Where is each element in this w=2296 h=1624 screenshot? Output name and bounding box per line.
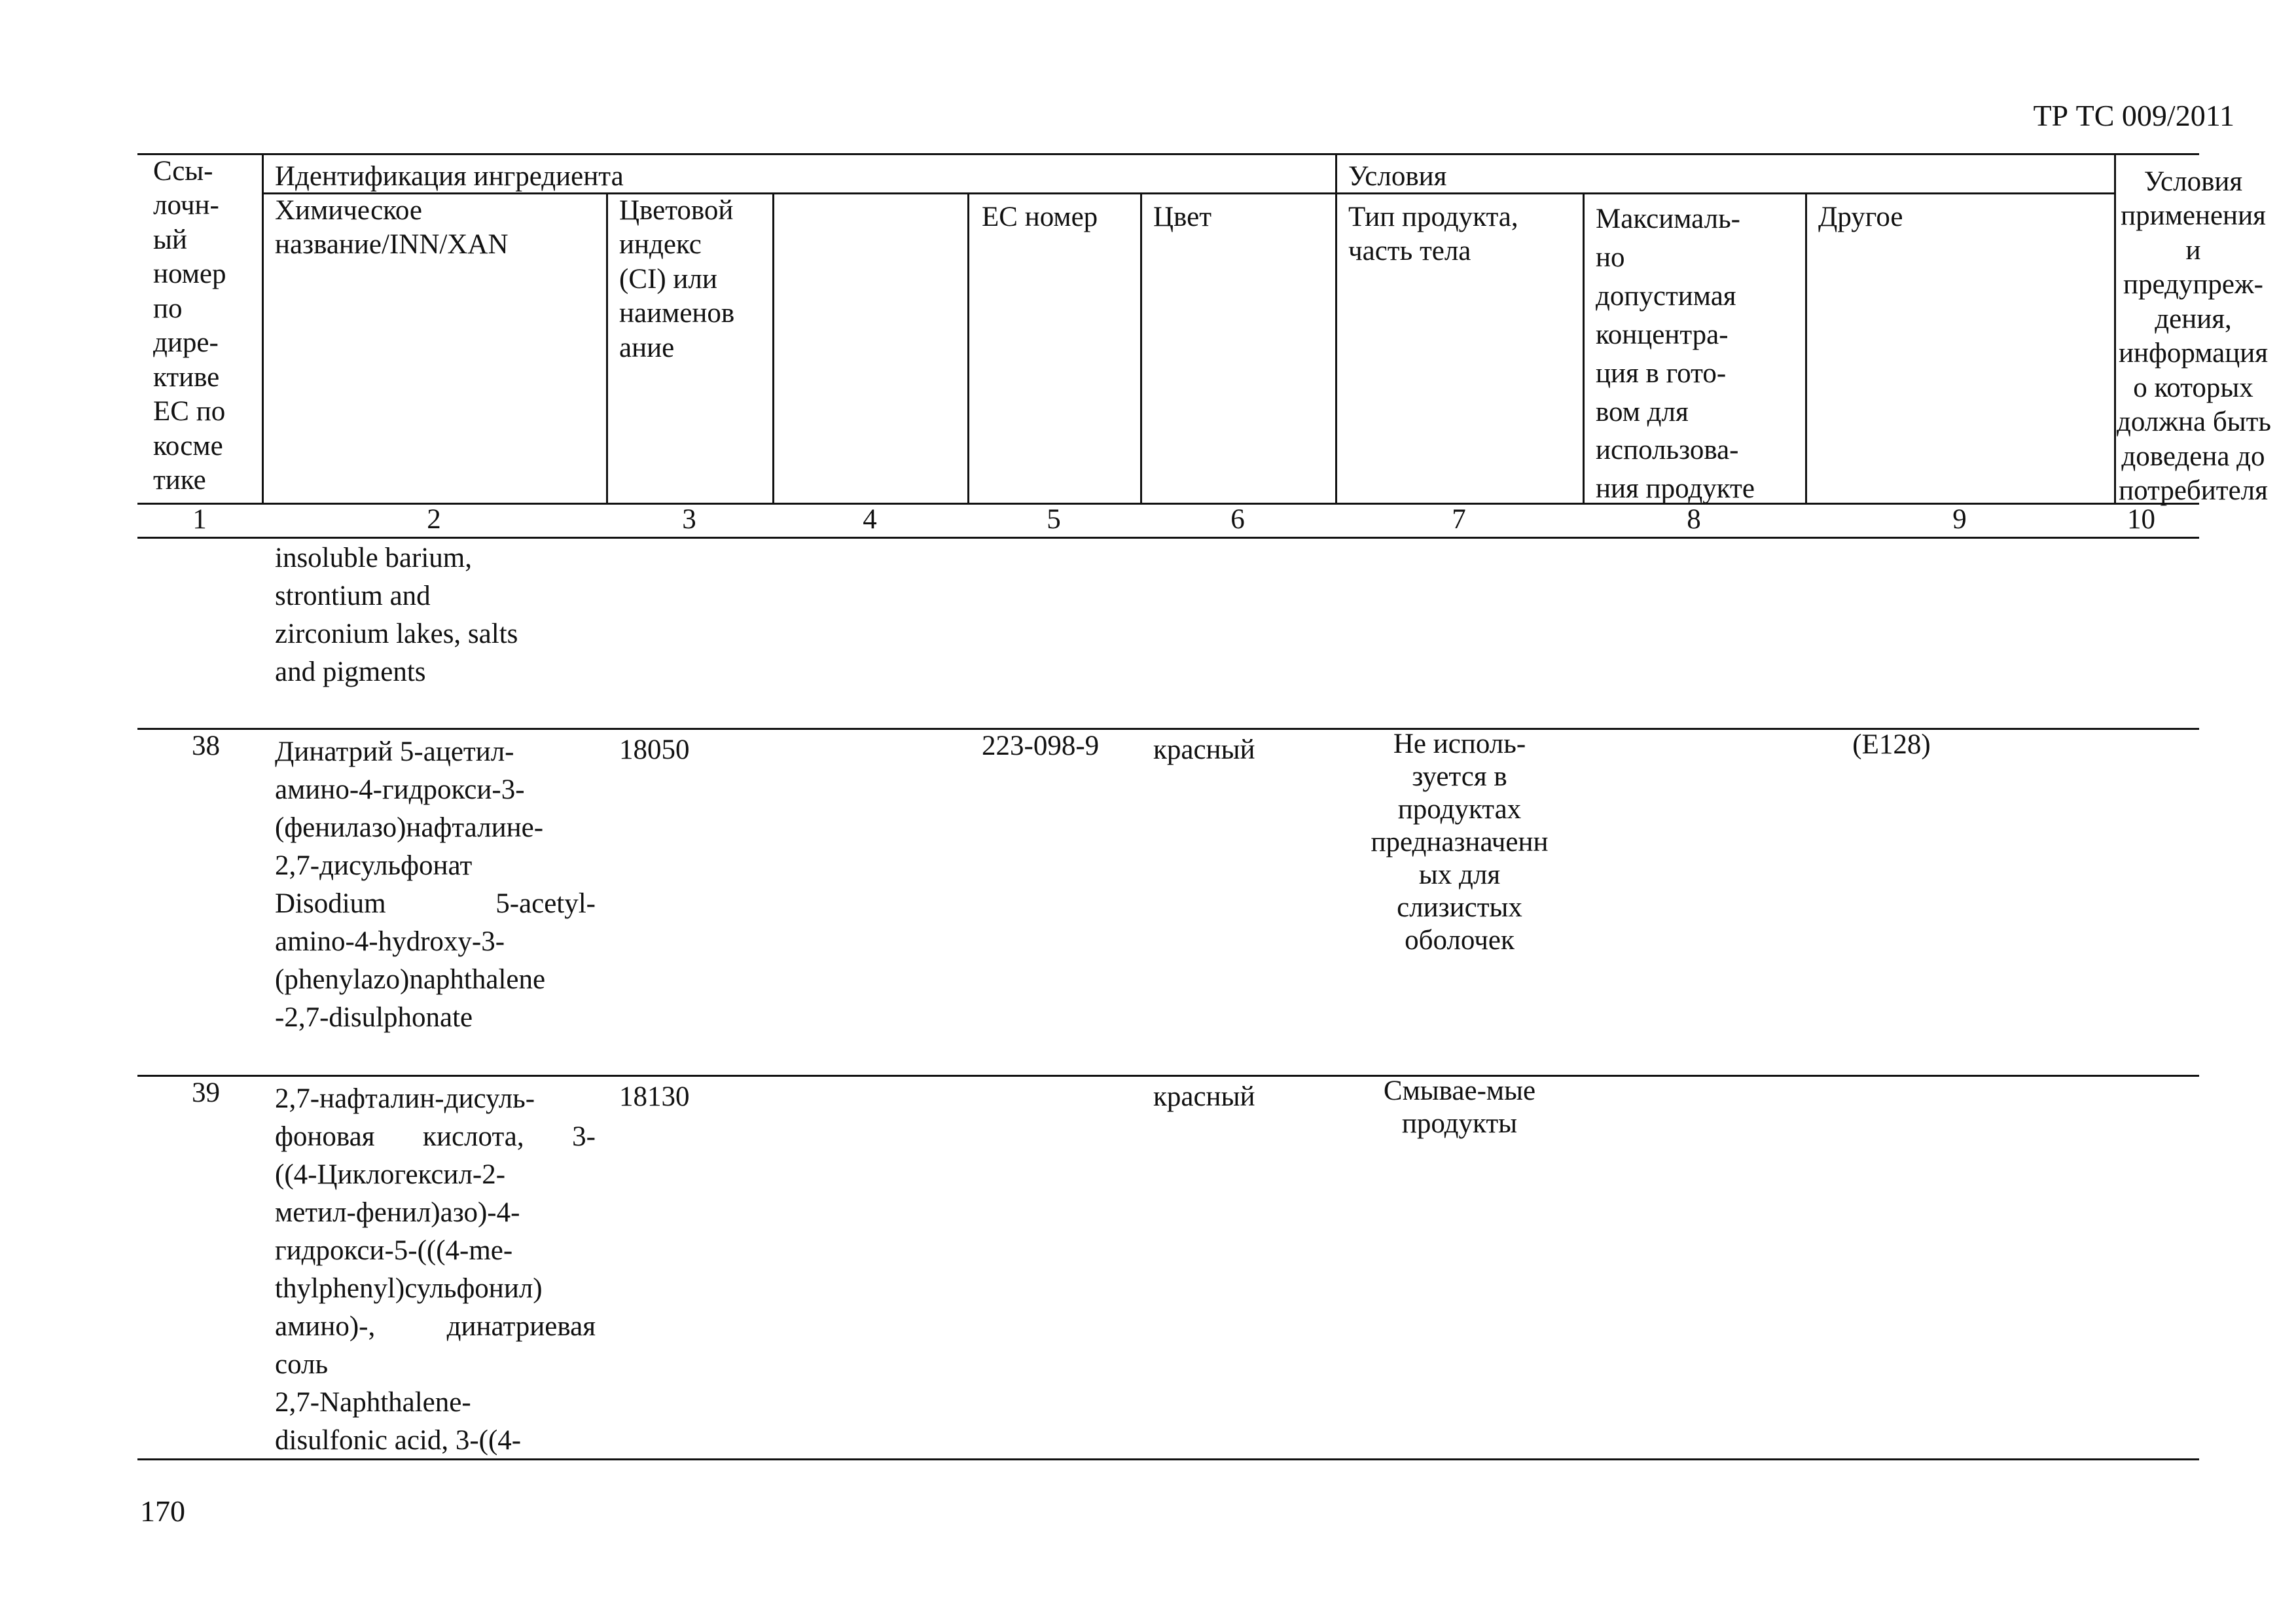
- rule-row-2: [137, 1075, 2199, 1077]
- vrule-1: [262, 153, 264, 503]
- row-38-color: красный: [1153, 734, 1255, 765]
- col-number-2: 2: [427, 504, 441, 535]
- row-39-ci: 18130: [619, 1081, 690, 1112]
- head-ec-number: ЕС номер: [982, 202, 1098, 232]
- vrule-8: [1805, 192, 1807, 503]
- col-number-5: 5: [1047, 504, 1061, 535]
- row-39-color: красный: [1153, 1081, 1255, 1112]
- row-0-name: insoluble barium, strontium and zirconium lakes, salts and pigments: [275, 543, 518, 687]
- vrule-4: [967, 192, 969, 503]
- page-number: 170: [140, 1494, 185, 1528]
- ingredients-table: [137, 153, 2271, 1464]
- col-number-1: 1: [192, 504, 207, 535]
- col-number-3: 3: [682, 504, 696, 535]
- row-38-ec: 223-098-9: [982, 731, 1100, 761]
- row-38-ci: 18050: [619, 734, 690, 765]
- head-product-type: Тип продукта, часть тела: [1348, 202, 1518, 267]
- col-number-6: 6: [1230, 504, 1245, 535]
- col-number-8: 8: [1687, 504, 1701, 535]
- col-number-9: 9: [1952, 504, 1967, 535]
- head-chem-name: Химическое название/INN/XAN: [275, 195, 509, 261]
- head-ingredient-id: Идентификация ингредиента: [275, 161, 624, 192]
- rule-top: [137, 153, 2199, 155]
- col-number-7: 7: [1452, 504, 1466, 535]
- head-max-concentration: Максималь- но допустимая концентра- ция в гото- вом для использова- ния продукте: [1596, 204, 1755, 505]
- document-code: ТР ТС 009/2011: [2033, 99, 2234, 132]
- col-number-10: 10: [2127, 504, 2155, 535]
- vrule-5: [1140, 192, 1142, 503]
- row-38-name: Динатрий 5-ацетил- амино-4-гидрокси-3- (фенилазо)нафталине- 2,7-дисульфонат Disodium 5-acetyl- amino-4-hydroxy-3- (phenylazo)naphthalene -2,7-disulphonate: [275, 736, 596, 1033]
- head-color-index: Цветовой индекс (CI) или наименов ание: [619, 195, 735, 363]
- row-38-product-type: Не исполь- зуется в продуктах предназначенн ых для слизистых оболочек: [1371, 729, 1549, 956]
- head-usage-warnings: Условия применения и предупреж- дения, информация о которых должна быть доведена до потребителя: [2117, 166, 2271, 507]
- row-38-other: (E128): [1852, 729, 1931, 760]
- head-conditions: Условия: [1348, 161, 1447, 192]
- vrule-3: [772, 192, 774, 503]
- head-other: Другое: [1818, 202, 1903, 232]
- head-color: Цвет: [1153, 202, 1211, 232]
- row-39-ref: 39: [192, 1077, 220, 1108]
- row-38-ref: 38: [192, 731, 220, 761]
- vrule-9: [2114, 153, 2116, 503]
- head-ref-number: Ссы- лочн- ый номер по дире- ктиве ЕС по косме тике: [153, 156, 226, 496]
- vrule-6: [1335, 153, 1337, 503]
- row-39-product-type: Смывае-мые продукты: [1383, 1075, 1536, 1139]
- row-39-name: 2,7-нафталин-дисуль- фоновая кислота, 3- ((4-Циклогексил-2- метил-фенил)азо)-4- гидрокси-5-(((4-me- thylphenyl)сульфонил) амино)-, динатриевая соль 2,7-Naphthalene- disulfonic acid, 3-((4-: [275, 1083, 596, 1456]
- vrule-7: [1583, 192, 1585, 503]
- col-number-4: 4: [863, 504, 877, 535]
- vrule-2: [606, 192, 608, 503]
